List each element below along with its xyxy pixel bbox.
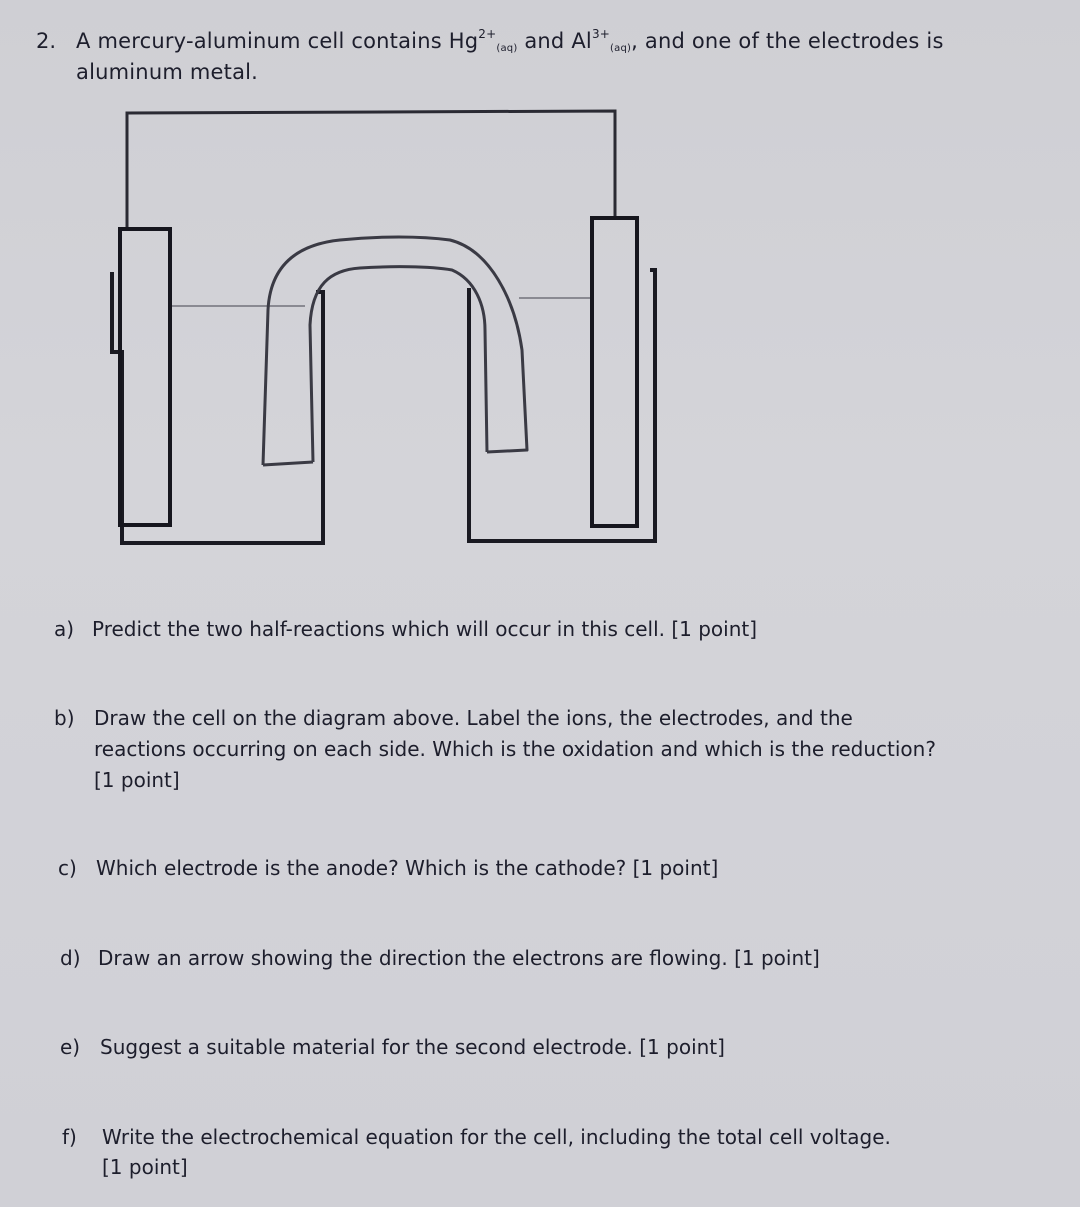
question-line-2: aluminum metal. — [76, 60, 259, 84]
question-prefix: A mercury-aluminum cell contains Hg — [76, 29, 479, 53]
hg-charge: 2+ — [478, 27, 497, 41]
part-e-text: Suggest a suitable material for the second electrode. [1 point] — [100, 1035, 725, 1059]
part-d-text: Draw an arrow showing the direction the electrons are flowing. [1 point] — [98, 946, 820, 970]
right-electrode — [592, 218, 637, 526]
part-b-text-2: reactions occurring on each side. Which is the oxidation and which is the reduction? — [94, 737, 936, 761]
hg-state: (aq) — [496, 43, 518, 54]
part-f-letter: f) — [62, 1125, 77, 1149]
question-suffix: , and one of the electrodes is — [631, 29, 944, 53]
part-a-letter: a) — [54, 617, 75, 641]
right-beaker — [469, 270, 655, 541]
question-mid: and Al — [517, 29, 592, 53]
part-f-text-2: [1 point] — [102, 1155, 188, 1179]
salt-bridge-inner — [310, 267, 487, 462]
part-b-text-1: Draw the cell on the diagram above. Label the ions, the electrodes, and the — [94, 706, 853, 730]
question-number: 2. — [36, 29, 57, 53]
left-beaker — [112, 272, 323, 543]
al-charge: 3+ — [591, 27, 611, 41]
al-state: (aq) — [610, 43, 632, 54]
part-d-letter: d) — [60, 946, 81, 970]
part-f-text-1: Write the electrochemical equation for the cell, including the total cell voltage. — [102, 1125, 891, 1149]
part-e-letter: e) — [60, 1035, 81, 1059]
part-b-text-3: [1 point] — [94, 768, 180, 792]
salt-bridge-left-end — [263, 462, 313, 465]
part-a-text: Predict the two half-reactions which will occur in this cell. [1 point] — [92, 617, 758, 641]
electrochemical-cell-diagram — [0, 0, 1080, 600]
part-b-letter: b) — [54, 706, 75, 730]
external-wire — [127, 111, 615, 228]
part-c-text: Which electrode is the anode? Which is the cathode? [1 point] — [96, 856, 719, 880]
left-electrode — [120, 229, 170, 525]
part-c-letter: c) — [58, 856, 77, 880]
